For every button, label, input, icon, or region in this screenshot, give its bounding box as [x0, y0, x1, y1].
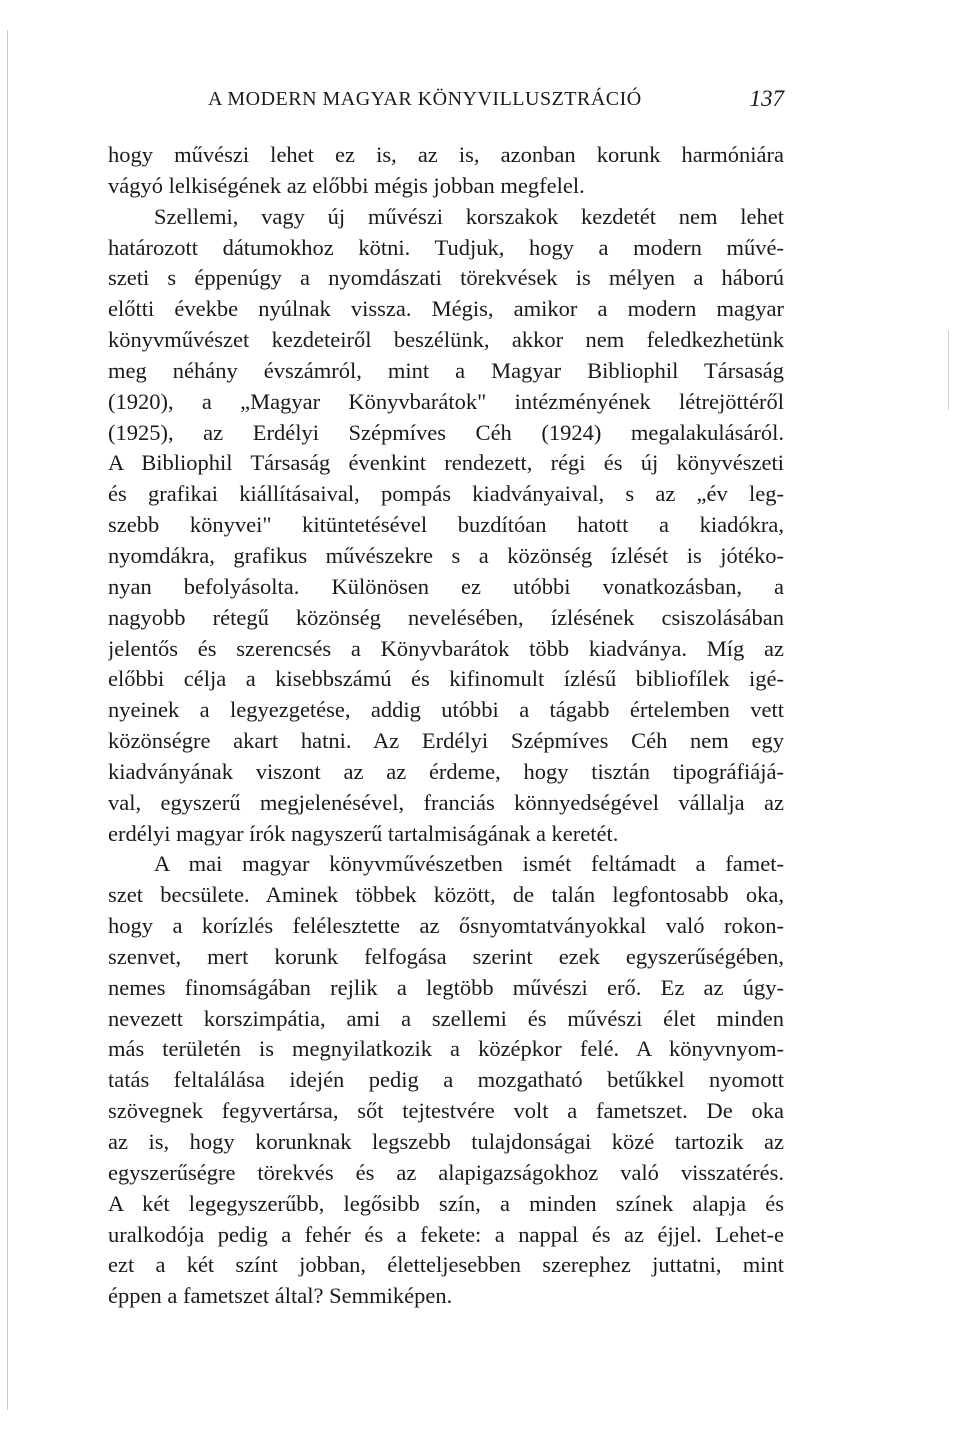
text-line: és grafikai kiállításaival, pompás kiadványaival, s az „év leg-: [108, 481, 784, 507]
text-line: nyomdákra, grafikus művészekre s a közönség ízlését is jótéko-: [108, 542, 784, 568]
scan-edge-right: [948, 330, 949, 410]
text-line: nyeinek a legyezgetése, addig utóbbi a tágabb értelemben vett: [108, 697, 784, 723]
text-line: val, egyszerű megjelenésével, franciás könnyedségével vállalja az: [108, 789, 784, 815]
text-line: előtti évekbe nyúlnak vissza. Mégis, amikor a modern magyar: [108, 296, 784, 322]
running-title: A MODERN MAGYAR KÖNYVILLUSZTRÁCIÓ: [208, 88, 642, 110]
text-line: meg néhány évszámról, mint a Magyar Bibliophil Társaság: [108, 357, 784, 383]
text-line: hogy művészi lehet ez is, az is, azonban korunk harmóniára: [108, 142, 784, 167]
text-line: szebb könyvei" kitüntetésével buzdítóan hatott a kiadókra,: [108, 512, 784, 538]
text-line: hogy a korízlés felélesztette az ősnyomtatványokkal való rokon-: [108, 913, 784, 939]
text-line: határozott dátumokhoz kötni. Tudjuk, hogy a modern művé-: [108, 234, 784, 260]
running-head: [108, 86, 784, 122]
text-line: jelentős és szerencsés a Könyvbarátok több kiadványa. Míg az: [108, 635, 784, 661]
text-line: A Bibliophil Társaság évenkint rendezett, régi és új könyvészeti: [108, 450, 784, 476]
text-line: éppen a fametszet által? Semmiképen.: [108, 1283, 453, 1309]
text-line: (1925), az Erdélyi Szépmíves Céh (1924) megalakulásáról.: [108, 419, 784, 445]
text-line: nemes finomságában rejlik a legtöbb művészi erő. Ez az úgy-: [108, 974, 784, 1000]
text-line: vágyó lelkiségének az előbbi mégis jobban megfelel.: [108, 172, 585, 198]
text-line: nagyobb rétegű közönség nevelésében, ízlésének csiszolásában: [108, 604, 784, 630]
text-line: szeti s éppenúgy a nyomdászati törekvések is mélyen a háború: [108, 265, 784, 291]
text-line: más területén is megnyilatkozik a középkor felé. A könyvnyom-: [108, 1036, 784, 1062]
text-line: az is, hogy korunknak legszebb tulajdonságai közé tartozik az: [108, 1129, 784, 1154]
text-line: A két legegyszerűbb, legősibb szín, a minden színek alapja és: [108, 1190, 784, 1216]
text-line: szet becsülete. Aminek többek között, de talán legfontosabb oka,: [108, 882, 784, 908]
text-line: előbbi célja a kisebbszámú és kifinomult ízlésű bibliofílek igé-: [108, 666, 784, 692]
text-line: uralkodója pedig a fehér és a fekete: a nappal és az éjjel. Lehet-e: [108, 1221, 784, 1247]
page-number: 137: [749, 86, 784, 111]
paragraph-first-line: A mai magyar könyvművészetben ismét feltámadt a famet-: [154, 851, 784, 877]
paragraph-first-line: Szellemi, vagy új művészi korszakok kezdetét nem lehet: [154, 203, 784, 229]
text-line: (1920), a „Magyar Könyvbarátok" intézményének létrejöttéről: [108, 388, 784, 414]
text-line: közönségre akart hatni. Az Erdélyi Szépmíves Céh nem egy: [108, 728, 784, 754]
body-text: [108, 140, 784, 1312]
scan-edge-left: [7, 30, 8, 1410]
text-line: szövegnek fegyvertársa, sőt tejtestvére volt a fametszet. De oka: [108, 1098, 784, 1124]
text-line: kiadványának viszont az az érdeme, hogy tisztán tipográfiájá-: [108, 758, 784, 784]
text-line: tatás feltalálása idején pedig a mozgatható betűkkel nyomott: [108, 1067, 784, 1093]
text-line: nevezett korszimpátia, ami a szellemi és művészi élet minden: [108, 1005, 784, 1031]
text-line: könyvművészet kezdeteiről beszélünk, akkor nem feledkezhetünk: [108, 327, 784, 353]
text-line: egyszerűségre törekvés és az alapigazságokhoz való visszatérés.: [108, 1159, 784, 1185]
text-line: ezt a két színt jobban, életteljesebben szerephez juttatni, mint: [108, 1252, 784, 1278]
text-line: szenvet, mert korunk felfogása szerint ezek egyszerűségében,: [108, 943, 784, 969]
text-line: nyan befolyásolta. Különösen ez utóbbi vonatkozásban, a: [108, 573, 784, 599]
text-line: erdélyi magyar írók nagyszerű tartalmiságának a keretét.: [108, 820, 619, 846]
